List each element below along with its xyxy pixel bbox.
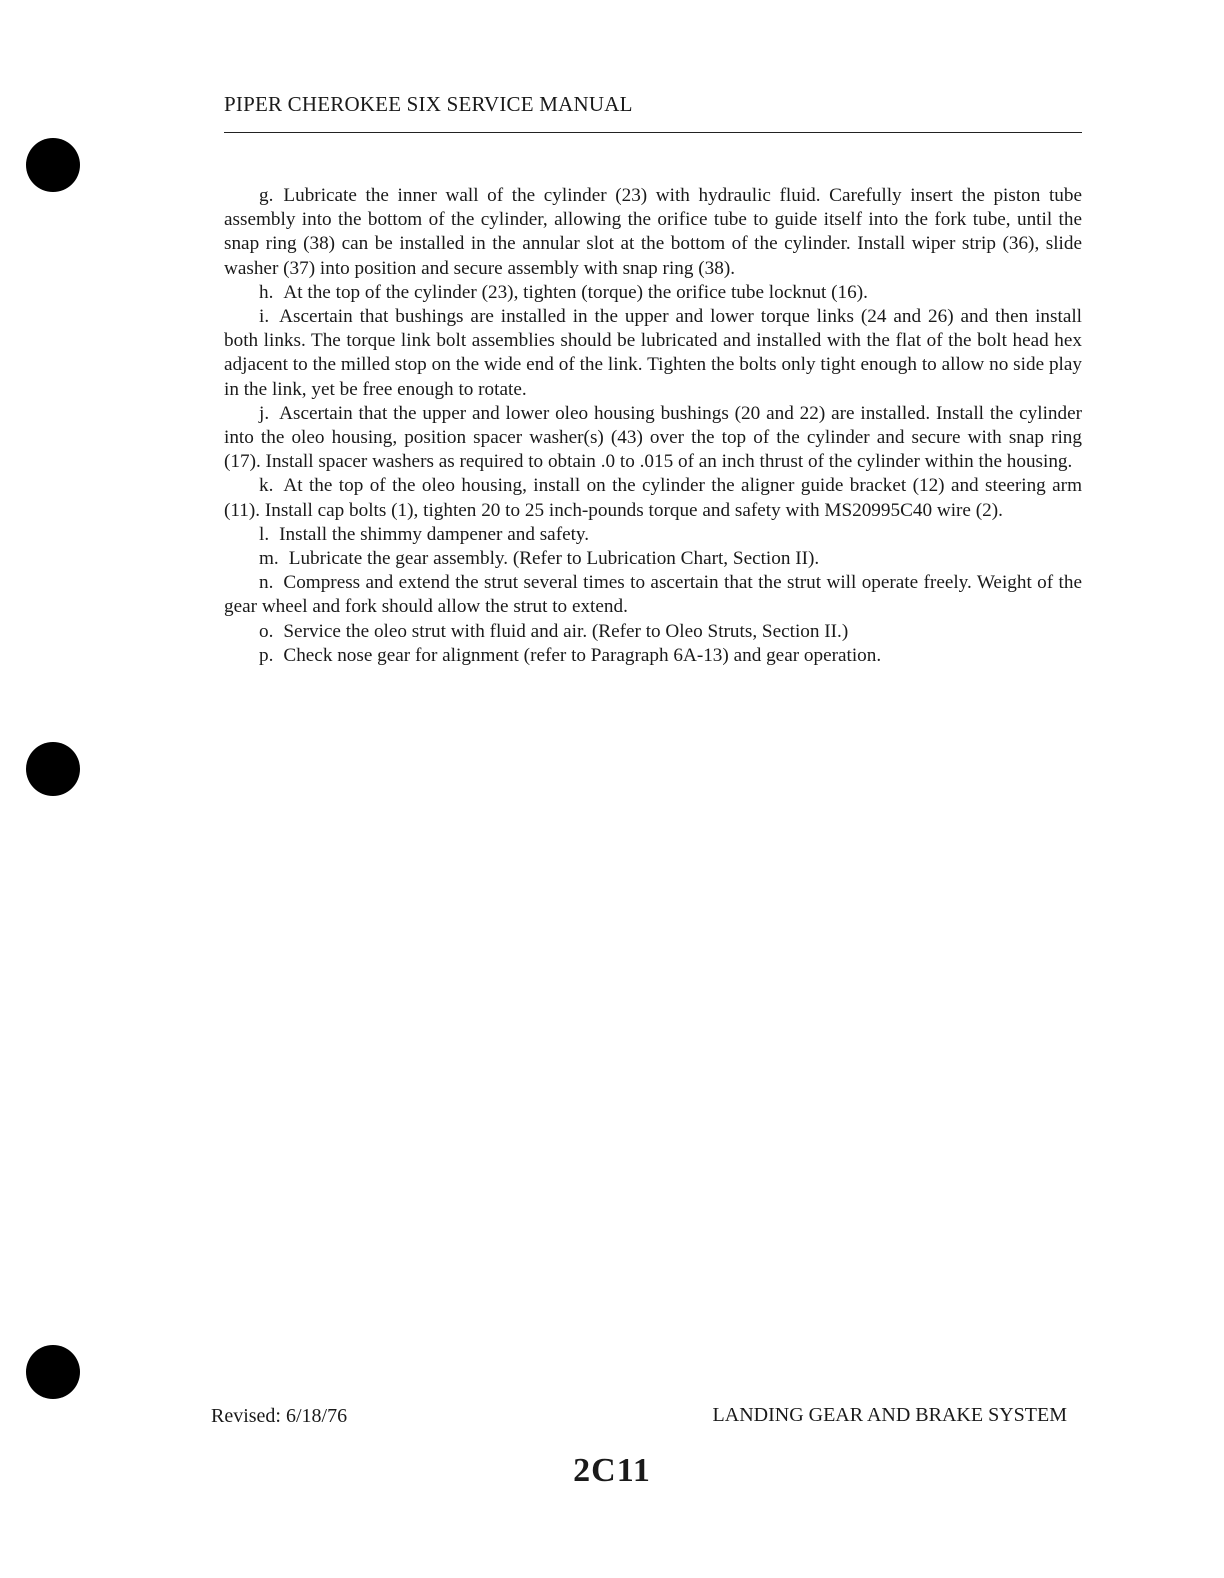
- step-text: At the top of the cylinder (23), tighten (torque) the orifice tube locknut (16).: [283, 281, 868, 303]
- step-m: [224, 547, 1082, 571]
- step-text: Lubricate the inner wall of the cylinder (23) with hydraulic fluid. Carefully insert the piston tube assembly into the bottom of the cylinder, allowing the orifice tube to guide itself into the fork tube, until the snap ring (38) can be installed in the annular slot at the bottom of the cylinder. Install wiper strip (36), slide washer (37) into position and secure assembly with snap ring (38).: [224, 185, 1082, 279]
- step-letter: m.: [259, 548, 279, 570]
- step-letter: n.: [259, 572, 274, 594]
- step-letter: p.: [259, 644, 274, 666]
- step-j: [224, 402, 1082, 475]
- step-text: Service the oleo strut with fluid and air. (Refer to Oleo Struts, Section II.): [283, 620, 849, 642]
- step-g: [224, 184, 1082, 281]
- step-letter: k.: [259, 475, 274, 497]
- step-text: At the top of the oleo housing, install on the cylinder the aligner guide bracket (12) and steering arm (11). Install cap bolts (1), tighten 20 to 25 inch-pounds torque and safety with MS20995C40 wire (2).: [224, 475, 1082, 521]
- step-text: Lubricate the gear assembly. (Refer to Lubrication Chart, Section II).: [288, 548, 820, 570]
- binder-hole: [26, 138, 80, 192]
- step-letter: j.: [259, 402, 270, 424]
- step-letter: o.: [259, 620, 274, 642]
- page-number: 2C11: [573, 1452, 651, 1489]
- binder-hole: [26, 1345, 80, 1399]
- step-letter: l.: [259, 523, 270, 545]
- step-text: Ascertain that the upper and lower oleo housing bushings (20 and 22) are installed. Install the cylinder into the oleo housing, position spacer washer(s) (43) over the top of the cylinder and secure with snap ring (17). Install spacer washers as required to obtain .0 to .015 of an inch thrust of the cylinder within the housing.: [224, 402, 1082, 473]
- step-letter: i.: [259, 306, 270, 328]
- step-o: [224, 620, 1082, 644]
- step-p: [224, 644, 1082, 668]
- step-k: [224, 474, 1082, 522]
- step-h: [224, 281, 1082, 305]
- step-text: Install the shimmy dampener and safety.: [279, 523, 590, 545]
- step-text: Compress and extend the strut several times to ascertain that the strut will operate freely. Weight of the gear wheel and fork should allow the strut to extend.: [224, 572, 1082, 618]
- section-title: LANDING GEAR AND BRAKE SYSTEM: [712, 1404, 1067, 1426]
- step-letter: g.: [259, 185, 274, 206]
- step-letter: h.: [259, 281, 274, 303]
- step-text: Ascertain that bushings are installed in the upper and lower torque links (24 and 26) and then install both links. The torque link bolt assemblies should be lubricated and installed with the flat of the bolt head hex adjacent to the milled stop on the wide end of the link. Tighten the bolts only tight enough to allow no side play in the link, yet be free enough to rotate.: [224, 306, 1082, 400]
- header-rule: [224, 132, 1082, 133]
- step-n: [224, 571, 1082, 619]
- step-text: Check nose gear for alignment (refer to Paragraph 6A-13) and gear operation.: [283, 644, 882, 666]
- page-header-title: PIPER CHEROKEE SIX SERVICE MANUAL: [224, 92, 633, 116]
- step-l: [224, 523, 1082, 547]
- revision-date: Revised: 6/18/76: [211, 1405, 348, 1427]
- procedure-steps: [224, 184, 1082, 668]
- binder-hole: [26, 742, 80, 796]
- step-i: [224, 305, 1082, 402]
